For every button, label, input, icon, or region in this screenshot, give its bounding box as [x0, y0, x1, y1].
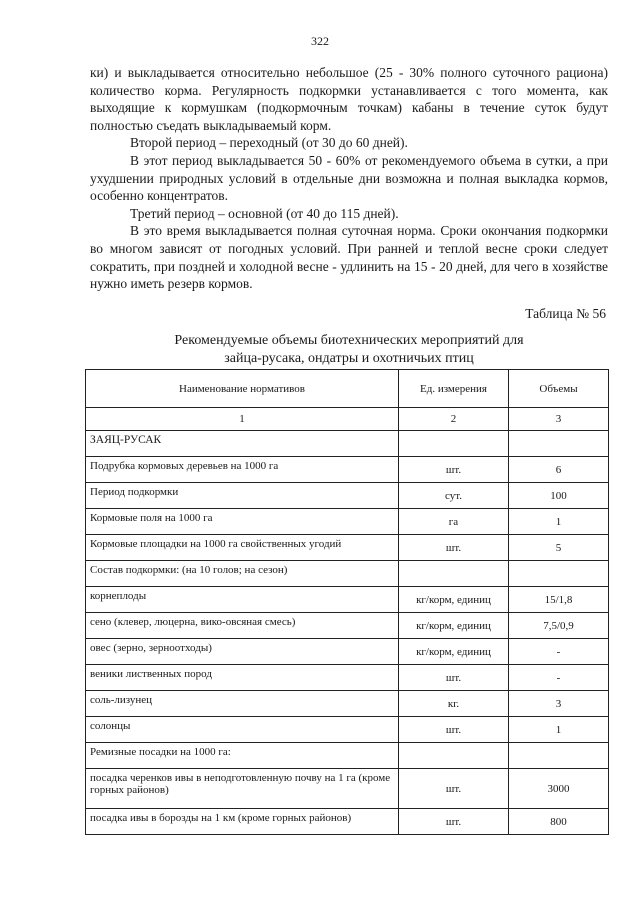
- table-row: Состав подкормки: (на 10 голов; на сезон): [86, 561, 609, 587]
- section-row: [86, 431, 609, 457]
- page-number: 322: [311, 34, 329, 48]
- paragraph: Третий период – основной (от 40 до 115 дней).: [130, 205, 399, 221]
- table-row: корнеплоды кг/корм, единиц 15/1,8: [86, 587, 609, 613]
- table-title-line: Рекомендуемые объемы биотехнических мероприятий для: [174, 333, 524, 348]
- table-row: овес (зерно, зерноотходы) кг/корм, единиц -: [86, 639, 609, 665]
- header-name: Наименование нормативов: [86, 370, 399, 408]
- table-row: Кормовые поля на 1000 га га 1: [86, 509, 609, 535]
- table-row: Подрубка кормовых деревьев на 1000 га шт. 6: [86, 457, 609, 483]
- table-row: солонцы шт. 1: [86, 717, 609, 743]
- paragraph: В это время выкладывается полная суточная норма. Сроки окончания подкормки во многом зависят от погодных условий. При ранней и теплой весне сроки следует сократить, при поздней и холодной весне - удлинить на 15 - 20 дней, для чего в хозяйстве нужно иметь резерв кормов.: [90, 223, 608, 292]
- section-title: ЗАЯЦ-РУСАК: [86, 431, 399, 457]
- paragraph: В этот период выкладывается 50 - 60% от рекомендуемого объема в сутки, а при ухудшении природных условий в отдельные дни возможна и полная выкладка кормов, особенно концентратов.: [90, 152, 608, 204]
- table-title: [90, 332, 608, 368]
- table-row: посадка ивы в борозды на 1 км (кроме горных районов) шт. 800: [86, 809, 609, 835]
- table-row: Период подкормки сут. 100: [86, 483, 609, 509]
- norms-table: [85, 369, 609, 835]
- table-row: Ремизные посадки на 1000 га:: [86, 743, 609, 769]
- table-row: Кормовые площадки на 1000 га свойственных угодий шт. 5: [86, 535, 609, 561]
- table-row: соль-лизунец кг. 3: [86, 691, 609, 717]
- header-value: Объемы: [509, 370, 609, 408]
- body-text: [90, 64, 608, 293]
- header-unit: Ед. измерения: [399, 370, 509, 408]
- column-number-row: 1 2 3: [86, 408, 609, 431]
- table-label: Таблица № 56: [525, 306, 606, 321]
- paragraph: Второй период – переходный (от 30 до 60 дней).: [130, 135, 408, 151]
- table-row: посадка черенков ивы в неподготовленную почву на 1 га (кроме горных районов) шт. 3000: [86, 769, 609, 809]
- table-row: веники лиственных пород шт. -: [86, 665, 609, 691]
- table-row: сено (клевер, люцерна, вико-овсяная смесь) кг/корм, единиц 7,5/0,9: [86, 613, 609, 639]
- paragraph: ки) и выкладывается относительно небольшое (25 - 30% полного суточного рациона) количество корма. Регулярность подкормки устанавливается с того момента, как выходящие к кормушкам (подкормочным точкам) кабаны в течение суток будут полностью съедать выкладываемый корм.: [90, 65, 608, 133]
- table-title-line: зайца-русака, ондатры и охотничьих птиц: [224, 351, 474, 366]
